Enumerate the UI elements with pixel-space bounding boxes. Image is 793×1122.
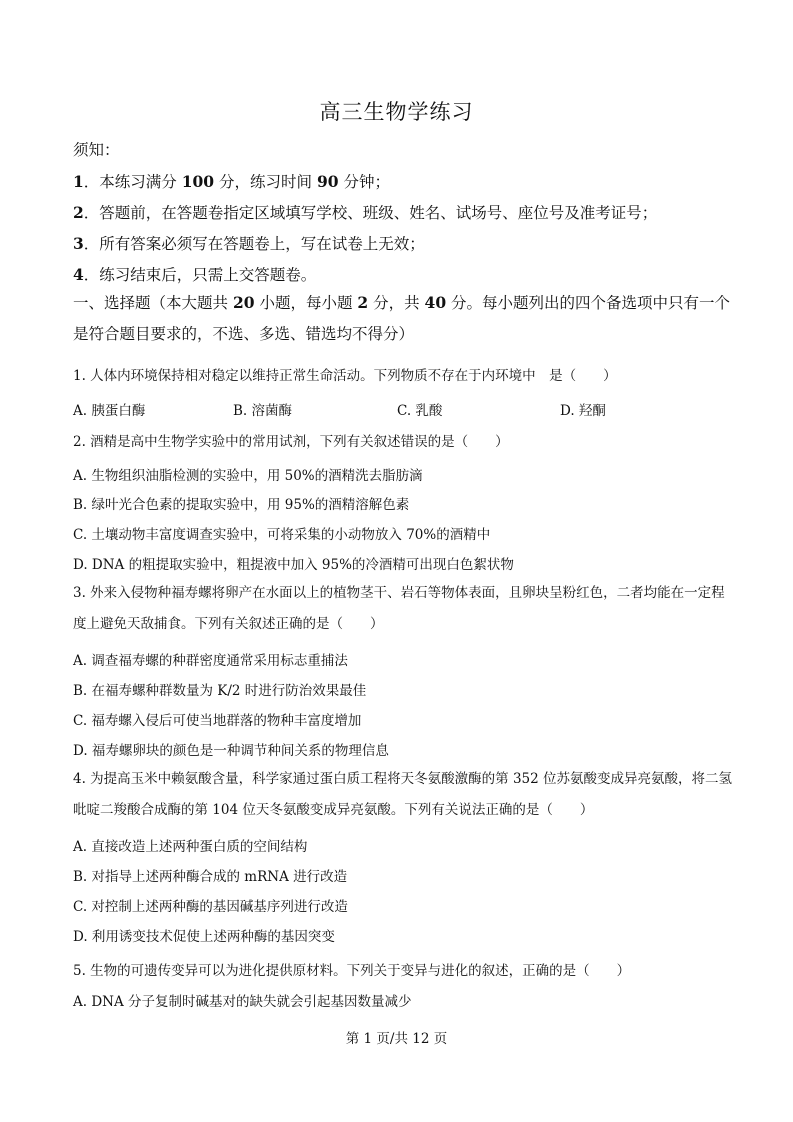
- question-1-stem: 1. 人体内环境保持相对稳定以维持正常生命活动。下列物质不存在于内环境中 是（ ）: [73, 368, 617, 384]
- question-2-option-b: B. 绿叶光合色素的提取实验中，用 95%的酒精溶解色素: [73, 497, 410, 513]
- question-3-option-b: B. 在福寿螺种群数量为 K/2 时进行防治效果最佳: [73, 683, 367, 699]
- question-4-option-c: C. 对控制上述两种酶的基因碱基序列进行改造: [73, 899, 348, 915]
- section-heading: 一、选择题（本大题共 20 小题，每小题 2 分，共 40 分。每小题列出的四个备选项中只有一个是符合题目要求的，不选、多选、错选均不得分）: [73, 293, 731, 343]
- question-5-option-a: A. DNA 分子复制时碱基对的缺失就会引起基因数量减少: [73, 994, 412, 1010]
- notice-heading: 须知：: [73, 141, 120, 159]
- notice-item-1: 1．本练习满分 100 分，练习时间 90 分钟；: [73, 172, 390, 191]
- question-4-option-a: A. 直接改造上述两种蛋白质的空间结构: [73, 839, 308, 855]
- question-2-stem: 2. 酒精是高中生物学实验中的常用试剂，下列有关叙述错误的是（ ）: [73, 434, 509, 450]
- page-footer: 第 1 页/共 12 页: [345, 1031, 448, 1047]
- question-5-stem: 5. 生物的可遗传变异可以为进化提供原材料。下列关于变异与进化的叙述，正确的是（ ）: [73, 963, 631, 979]
- question-1-option-b: B. 溶菌酶: [233, 403, 293, 419]
- question-1-option-c: C. 乳酸: [397, 403, 443, 419]
- question-2-option-d: D. DNA 的粗提取实验中，粗提液中加入 95%的冷酒精可出现白色絮状物: [73, 557, 514, 573]
- question-3-option-c: C. 福寿螺入侵后可使当地群落的物种丰富度增加: [73, 713, 362, 729]
- question-4-stem: 4. 为提高玉米中赖氨酸含量，科学家通过蛋白质工程将天冬氨酸激酶的第 352 位苏氨酸变成异亮氨酸，将二氢吡啶二羧酸合成酶的第 104 位天冬氨酸变成异亮氨酸。下列有关说法正确的是（ ）: [73, 771, 733, 818]
- question-2-option-c: C. 土壤动物丰富度调查实验中，可将采集的小动物放入 70%的酒精中: [73, 527, 491, 543]
- question-1-option-d: D. 羟酮: [560, 403, 606, 419]
- notice-item-3: 3．所有答案必须写在答题卷上，写在试卷上无效；: [73, 234, 425, 253]
- notice-item-4: 4．练习结束后，只需上交答题卷。: [73, 265, 317, 284]
- page-title: 高三生物学练习: [319, 100, 474, 124]
- question-3-stem: 3. 外来入侵物种福寿螺将卵产在水面以上的植物茎干、岩石等物体表面，且卵块呈粉红色，二者均能在一定程度上避免天敌捕食。下列有关叙述正确的是（ ）: [73, 585, 725, 632]
- question-1-option-a: A. 胰蛋白酶: [73, 403, 146, 419]
- question-3-option-d: D. 福寿螺卵块的颜色是一种调节种间关系的物理信息: [73, 743, 389, 759]
- question-3-option-a: A. 调查福寿螺的种群密度通常采用标志重捕法: [73, 653, 348, 669]
- question-4-option-d: D. 利用诱变技术促使上述两种酶的基因突变: [73, 929, 335, 945]
- question-2-option-a: A. 生物组织油脂检测的实验中，用 50%的酒精洗去脂肪滴: [73, 468, 423, 484]
- question-4-option-b: B. 对指导上述两种酶合成的 mRNA 进行改造: [73, 869, 348, 885]
- notice-item-2: 2．答题前，在答题卷指定区域填写学校、班级、姓名、试场号、座位号及准考证号；: [73, 203, 658, 222]
